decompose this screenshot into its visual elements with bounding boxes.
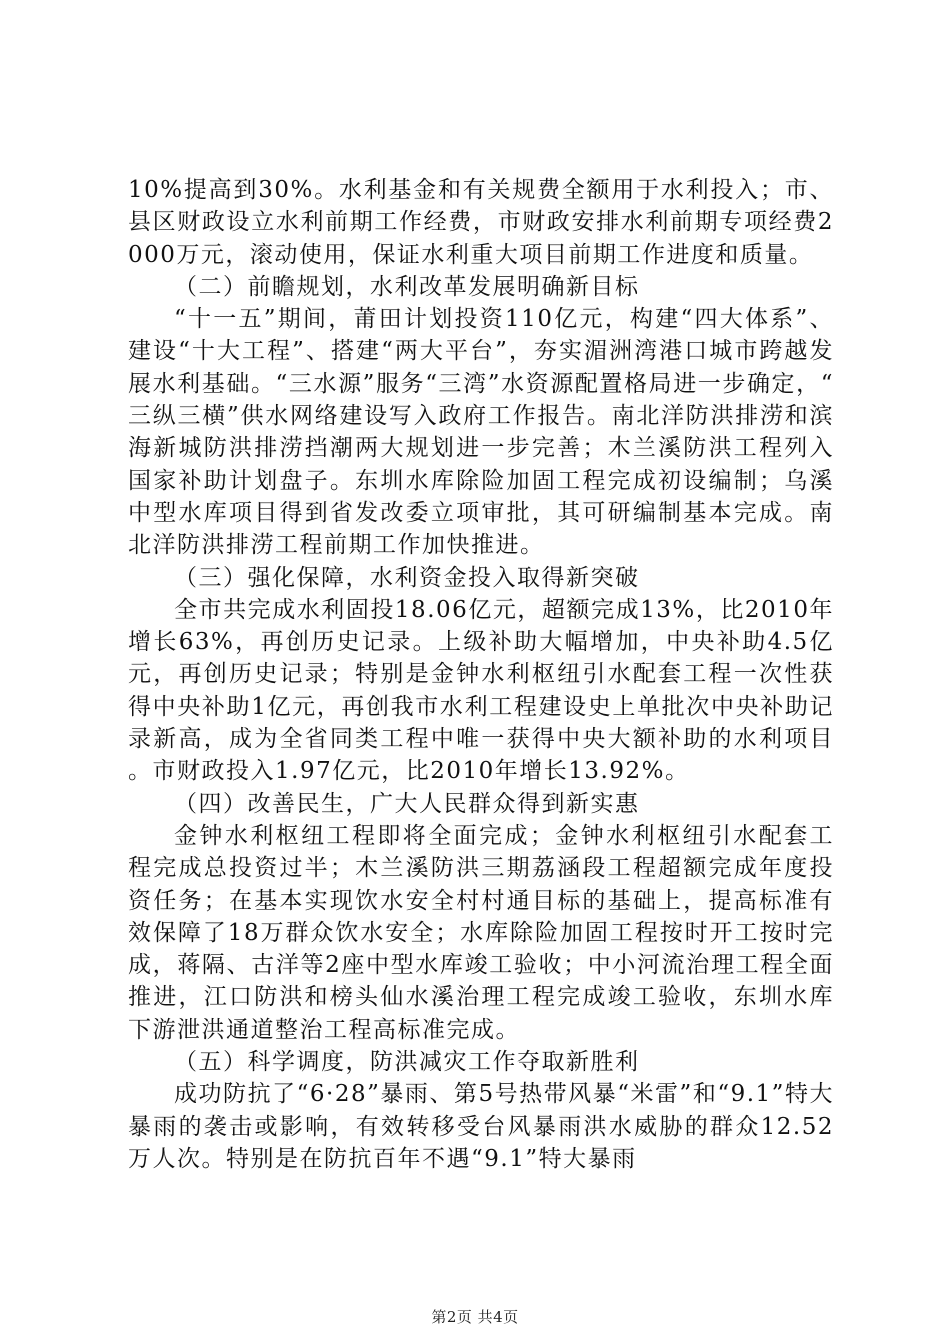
section-heading-3: （三）强化保障，水利资金投入取得新突破 [174, 564, 640, 591]
document-body [128, 174, 834, 1175]
paragraph-continued: 10%提高到30%。水利基金和有关规费全额用于水利投入；市、县区财政设立水利前期工作经费，市财政安排水利前期专项经费2000万元，滚动使用，保证水利重大项目前期工作进度和质量。 [128, 177, 834, 268]
paragraph-livelihood: 金钟水利枢纽工程即将全面完成；金钟水利枢纽引水配套工程完成总投资过半；木兰溪防洪三期荔涵段工程超额完成年度投资任务；在基本实现饮水安全村村通目标的基础上，提高标准有效保障了18万群众饮水安全；水库除险加固工程按时开工按时完成，蒋隔、古洋等2座中型水库竣工验收；中小河流治理工程全面推进，江口防洪和榜头仙水溪治理工程完成竣工验收，东圳水库下游泄洪通道整治工程高标准完成。 [128, 822, 834, 1043]
paragraph-planning: “十一五”期间，莆田计划投资110亿元，构建“四大体系”、建设“十大工程”、搭建“两大平台”，夯实湄洲湾港口城市跨越发展水利基础。“三水源”服务“三湾”水资源配置格局进一步确定，“三纵三横”供水网络建设写入政府工作报告。南北洋防洪排涝和滨海新城防洪排涝挡潮两大规划进一步完善；木兰溪防洪工程列入国家补助计划盘子。东圳水库除险加固工程完成初设编制；乌溪中型水库项目得到省发改委立项审批，其可研编制基本完成。南北洋防洪排涝工程前期工作加快推进。 [128, 306, 834, 559]
page-footer: 第2页 共4页 [431, 1308, 519, 1326]
section-heading-5: （五）科学调度，防洪减灾工作夺取新胜利 [174, 1049, 640, 1076]
section-heading-2: （二）前瞻规划，水利改革发展明确新目标 [174, 273, 640, 300]
paragraph-flood-control: 成功防抗了“6·28”暴雨、第5号热带风暴“米雷”和“9.1”特大暴雨的袭击或影响，有效转移受台风暴雨洪水威胁的群众12.52万人次。特别是在防抗百年不遇“9.1”特大暴雨 [128, 1081, 834, 1172]
paragraph-investment: 全市共完成水利固投18.06亿元，超额完成13%，比2010年增长63%，再创历史记录。上级补助大幅增加，中央补助4.5亿元，再创历史记录；特别是金钟水利枢纽引水配套工程一次性获得中央补助1亿元，再创我市水利工程建设史上单批次中央补助记录新高，成为全省同类工程中唯一获得中央大额补助的水利项目。市财政投入1.97亿元，比2010年增长13.92%。 [128, 596, 834, 785]
section-heading-4: （四）改善民生，广大人民群众得到新实惠 [174, 790, 640, 817]
